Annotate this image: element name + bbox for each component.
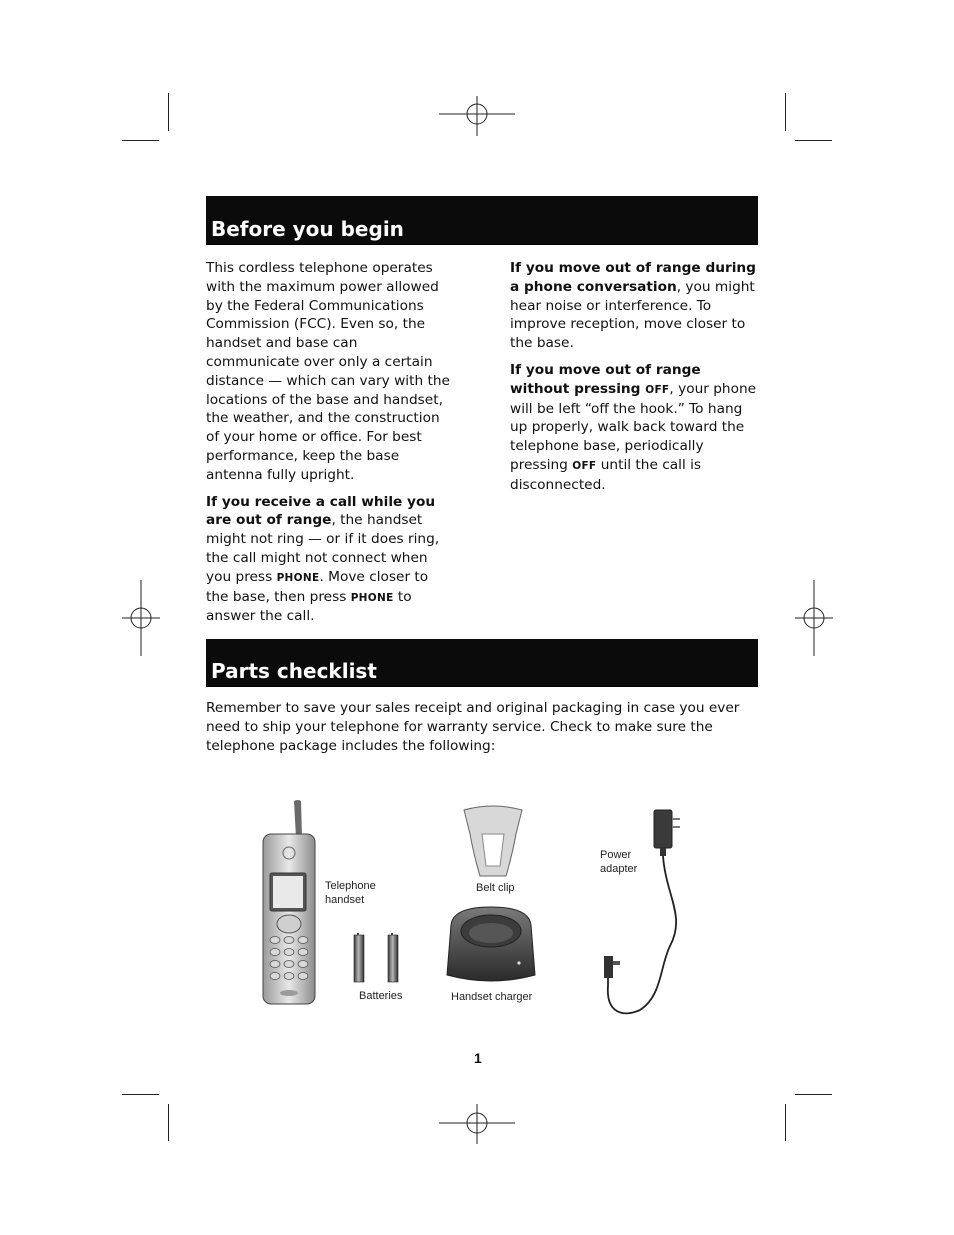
label-line: Power bbox=[600, 849, 632, 861]
before-you-begin-header bbox=[206, 196, 758, 245]
paragraph: This cordless telephone operates with the maximum power allowed by the Federal Communications Commission (FCC). Even so, the handset and base can communicate over only a certain distance — which can vary with the locations of the base and handset, the weather, and the construction of your home or office. For best performance, keep the base antenna fully upright. bbox=[206, 260, 450, 483]
bold-lead: If you move out of range during a phone conversation bbox=[510, 260, 756, 295]
registration-mark-left bbox=[122, 580, 160, 656]
power-adapter-label bbox=[600, 848, 637, 876]
registration-mark-bottom bbox=[439, 1104, 515, 1144]
left-column bbox=[206, 259, 454, 634]
bold-lead: If you receive a call while you are out of range bbox=[206, 493, 436, 529]
paragraph bbox=[510, 259, 760, 353]
telephone-handset-label bbox=[325, 879, 376, 907]
telephone-handset-illustration bbox=[258, 798, 320, 1008]
text: , you might hear noise or interference. To improve reception, move closer to the base. bbox=[510, 278, 755, 352]
section-title: Before you begin bbox=[211, 217, 404, 241]
label-line: adapter bbox=[600, 863, 638, 875]
belt-clip-label: Belt clip bbox=[476, 882, 515, 894]
key-label: OFF bbox=[572, 459, 597, 472]
parts-checklist-header bbox=[206, 639, 758, 687]
label-line: handset bbox=[325, 894, 365, 906]
key-label: OFF bbox=[645, 383, 670, 396]
text: , the handset might not ring — or if it does ring, the call might not connect when you press bbox=[206, 512, 440, 585]
power-adapter-illustration bbox=[600, 806, 700, 1018]
text: until the call is disconnected. bbox=[510, 456, 702, 493]
text: . Move closer to the base, then press bbox=[206, 568, 429, 605]
batteries-label: Batteries bbox=[359, 990, 403, 1002]
bold-lead: If you move out of range without pressing bbox=[510, 361, 701, 397]
right-column bbox=[510, 259, 760, 503]
key-label: PHONE bbox=[350, 591, 394, 604]
belt-clip-illustration bbox=[460, 804, 526, 882]
parts-intro: Remember to save your sales receipt and original packaging in case you ever need to ship your telephone for warranty service. Check to make sure the telephone package includes the following: bbox=[206, 700, 740, 754]
paragraph bbox=[206, 493, 454, 627]
registration-mark-right bbox=[795, 580, 833, 656]
handset-charger-label: Handset charger bbox=[451, 991, 533, 1003]
page-number: 1 bbox=[474, 1050, 482, 1066]
section-title: Parts checklist bbox=[211, 659, 377, 683]
key-label: PHONE bbox=[276, 571, 320, 584]
handset-charger-illustration bbox=[443, 905, 539, 987]
batteries-illustration bbox=[350, 930, 410, 985]
registration-mark-top bbox=[439, 96, 515, 136]
text: to answer the call. bbox=[206, 588, 412, 625]
label-line: Telephone bbox=[325, 880, 376, 892]
text: , your phone will be left “off the hook.” To hang up properly, walk back toward the telephone base, periodically pressing bbox=[510, 380, 757, 473]
paragraph bbox=[510, 361, 760, 495]
